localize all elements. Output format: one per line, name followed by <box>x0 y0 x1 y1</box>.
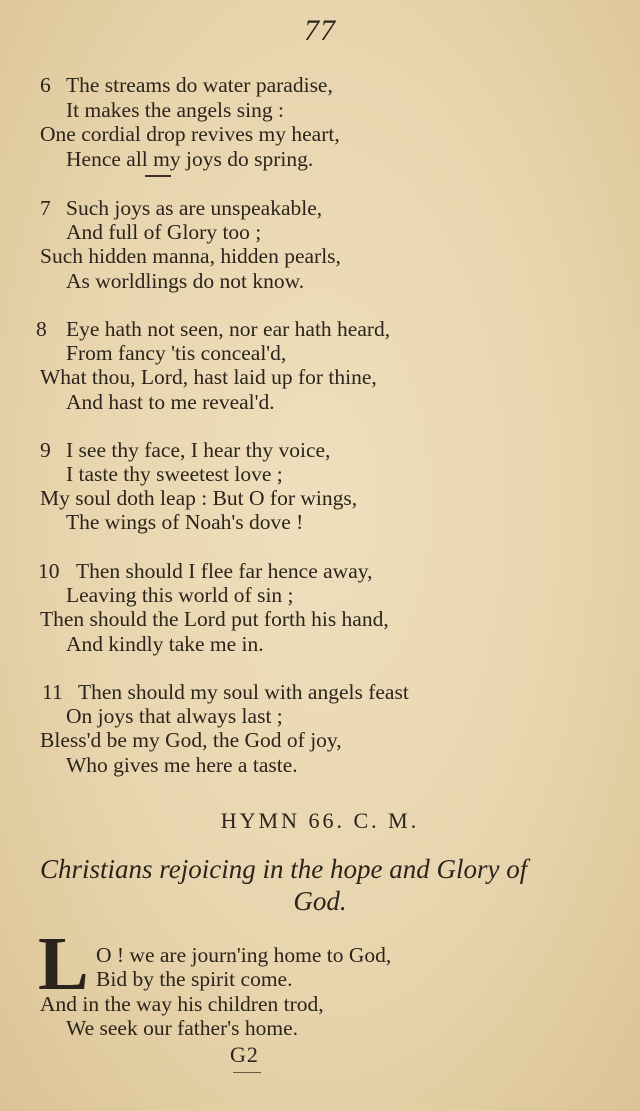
verse-8-line-1: Eye hath not seen, nor ear hath heard, <box>66 317 391 341</box>
verse-7-line-4: As worldlings do not know. <box>66 269 305 293</box>
hymn-heading: HYMN 66. C. M. <box>220 808 420 833</box>
verse-9-line-4: The wings of Noah's dove ! <box>66 510 304 534</box>
verse-11-number: 11 <box>42 680 63 704</box>
verse-10-line-1: Then should I flee far hence away, <box>76 559 373 583</box>
signature-mark: G2 <box>230 1042 259 1067</box>
verse-7-line-1: Such joys as are unspeakable, <box>66 196 323 220</box>
verse-11-line-4: Who gives me here a taste. <box>66 753 298 777</box>
verse-11-line-2: On joys that always last ; <box>66 704 283 728</box>
verse-11-line-3: Bless'd be my God, the God of joy, <box>40 728 342 752</box>
verse-6-line-1: The streams do water paradise, <box>66 73 333 97</box>
verse-9-line-2: I taste thy sweetest love ; <box>66 462 283 486</box>
hymn-verse-line-4: We seek our father's home. <box>66 1016 298 1040</box>
separator-rule <box>145 175 171 177</box>
hymn-subtitle-line-1: Christians rejoicing in the hope and Glory of <box>40 854 528 884</box>
verse-8-line-3: What thou, Lord, hast laid up for thine, <box>40 365 377 389</box>
verse-8-number: 8 <box>36 317 47 341</box>
verse-6-line-2: It makes the angels sing : <box>66 98 284 122</box>
verse-6-line-4: Hence all my joys do spring. <box>66 147 314 171</box>
verse-10-line-4: And kindly take me in. <box>66 632 264 656</box>
verse-6-line-3: One cordial drop revives my heart, <box>40 122 340 146</box>
drop-cap-letter: L <box>38 922 89 1006</box>
verse-11-line-1: Then should my soul with angels feast <box>78 680 409 704</box>
signature-rule <box>233 1072 261 1073</box>
verse-7-line-3: Such hidden manna, hidden pearls, <box>40 244 341 268</box>
verse-10-number: 10 <box>38 559 60 583</box>
hymn-subtitle-line-2: God. <box>293 886 347 916</box>
verse-8-line-4: And hast to me reveal'd. <box>66 390 275 414</box>
hymn-verse-line-3: And in the way his children trod, <box>40 992 324 1016</box>
verse-9-number: 9 <box>40 438 51 462</box>
hymn-verse-line-2: Bid by the spirit come. <box>96 967 293 991</box>
verse-7-line-2: And full of Glory too ; <box>66 220 262 244</box>
verse-6-number: 6 <box>40 73 51 97</box>
verse-7-number: 7 <box>40 196 51 220</box>
verse-9-line-1: I see thy face, I hear thy voice, <box>66 438 331 462</box>
page-number: 77 <box>304 14 336 47</box>
hymn-verse-line-1: O ! we are journ'ing home to God, <box>96 943 392 967</box>
verse-10-line-3: Then should the Lord put forth his hand, <box>40 607 389 631</box>
verse-10-line-2: Leaving this world of sin ; <box>66 583 294 607</box>
verse-8-line-2: From fancy 'tis conceal'd, <box>66 341 287 365</box>
verse-9-line-3: My soul doth leap : But O for wings, <box>40 486 358 510</box>
